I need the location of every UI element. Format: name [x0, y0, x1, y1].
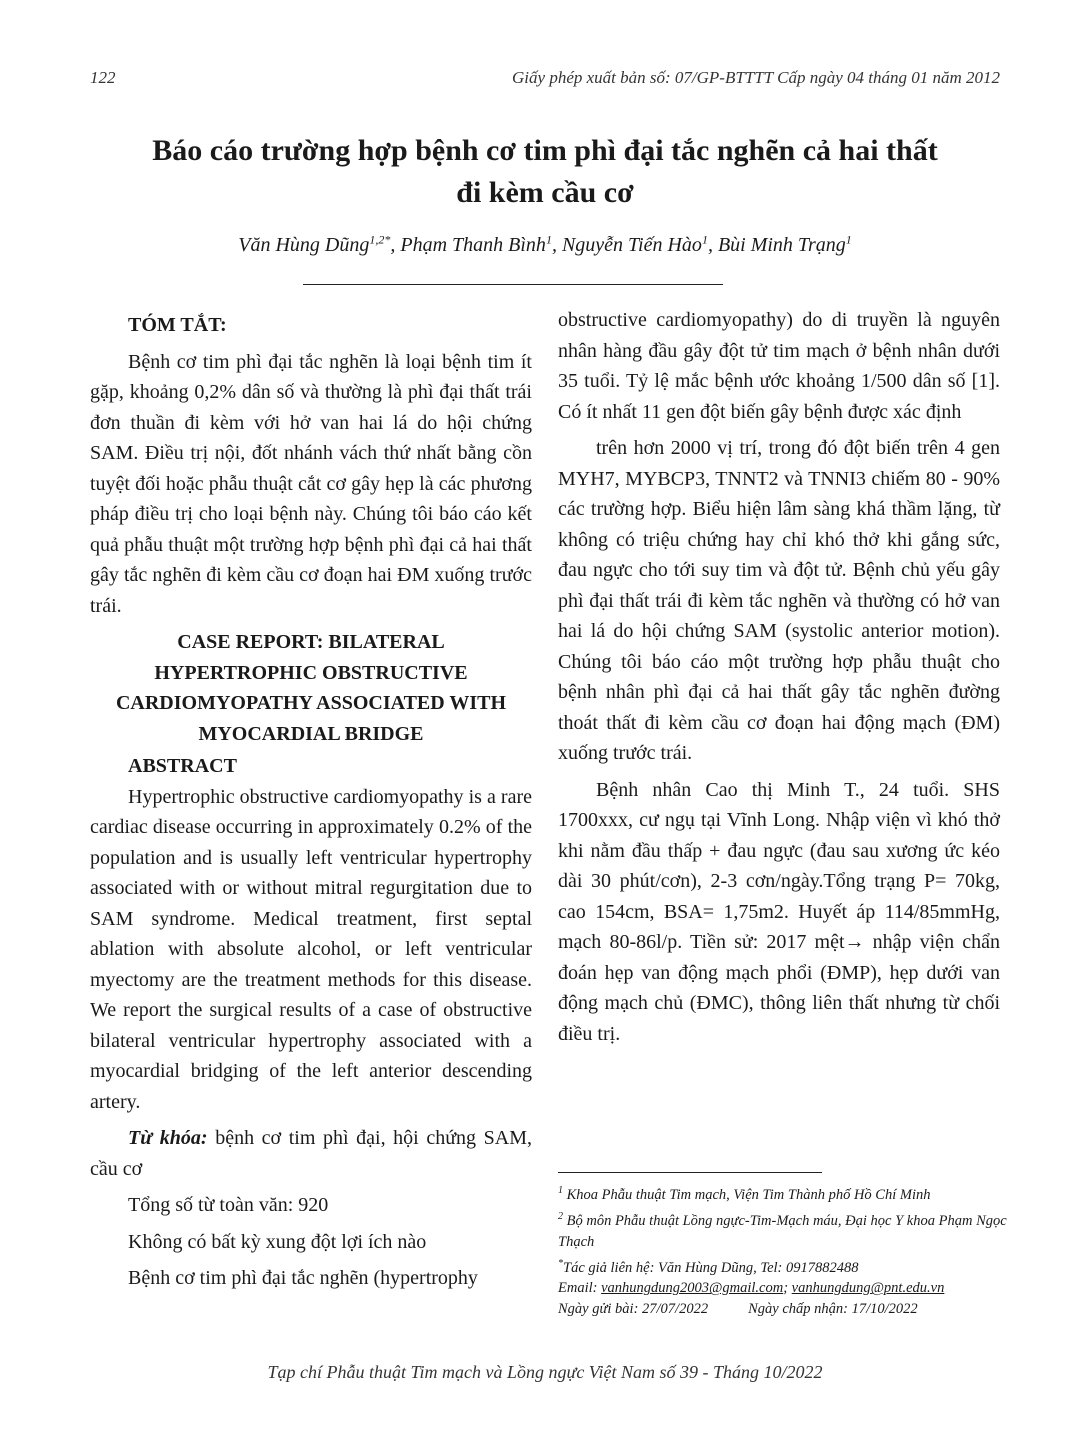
email-line: Email: vanhungdung2003@gmail.com; vanhungdung@pnt.edu.vn [558, 1280, 945, 1297]
journal-footer: Tạp chí Phẫu thuật Tim mạch và Lồng ngực Việt Nam số 39 - Tháng 10/2022 [267, 1362, 823, 1382]
author-list [80, 232, 1010, 257]
conflict-statement: Không có bất kỳ xung đột lợi ích nào [128, 1230, 427, 1253]
author: Phạm Thanh Bình$^1$, [400, 232, 562, 256]
arrow-icon: → [844, 931, 865, 953]
article-title [80, 130, 1010, 214]
intro-start: Bệnh cơ tim phì đại tắc nghẽn (hypertrophy [128, 1267, 478, 1289]
author: Bùi Minh Trạng$^1$ [717, 232, 852, 256]
right-column [558, 305, 1000, 1049]
author: Nguyễn Tiến Hào$^1$, [561, 232, 718, 256]
accepted-date: Ngày chấp nhận: 17/10/2022 [748, 1301, 918, 1318]
paragraph-2: trên hơn 2000 vị trí, trong đó đột biến trên 4 gen MYH7, MYBCP3, TNNT2 và TNNI3 chiếm 80 - 90% các trường hợp. Biểu hiện lâm sàng khá thầm lặng, từ không có triệu chứng hay chỉ khó thở khi gắng sức, đau ngực cho tới suy tim và đột tử. Bệnh chủ yếu gây phì đại thất trái đi kèm tắc nghẽn và thường có hở van hai lá do hội chứng SAM (systolic anterior motion). Chúng tôi báo cáo một trường hợp phẫu thuật cho bệnh nhân phì đại cả hai thất gây tắc nghẽn đường thoát thất đi kèm cầu cơ đoạn hai động mạch (ĐM) xuống trước trái. [558, 437, 1000, 764]
abstract-heading: ABSTRACT [128, 755, 237, 777]
intro-continued: obstructive cardiomyopathy) do di truyền là nguyên nhân hàng đầu gây đột tử tim mạch ở bệnh nhân dưới 35 tuổi. Tỷ lệ mắc bệnh ước khoảng 1/500 dân số [1]. Có ít nhất 11 gen đột biến gây bệnh được xác định [558, 309, 1000, 423]
abstract-text: Hypertrophic obstructive cardiomyopathy is a rare cardiac disease occurring in approximately 0.2% of the population and is usually left ventricular hypertrophy associated with or without mitral regurgitation due to SAM syndrome. Medical treatment, first septal ablation with absolute alcohol, or left ventricular myectomy are the treatment methods for this disease. We report the surgical results of a case of obstructive bilateral ventricular hypertrophy associated with a myocardial bridging of the left anterior descending artery. [90, 785, 532, 1113]
english-title: CASE REPORT: BILATERAL HYPERTROPHIC OBSTRUCTIVE CARDIOMYOPATHY ASSOCIATED WITH MYOCARDIAL BRIDGE [115, 631, 507, 745]
word-count: Tổng số từ toàn văn: 920 [128, 1194, 329, 1216]
title-line-1: Báo cáo trường hợp bệnh cơ tim phì đại tắc nghẽn cả hai thất [152, 134, 938, 167]
summary-heading: TÓM TẮT: [128, 314, 227, 336]
footnote-divider [558, 1172, 822, 1173]
page-number: 122 [90, 68, 116, 87]
footnote-2: $^2$ Bộ môn Phẫu thuật Lồng ngực-Tim-Mạch máu, Đại học Y khoa Phạm Ngọc Thạch [558, 1210, 1007, 1250]
keywords: Từ khóa: bệnh cơ tim phì đại, hội chứng SAM, cầu cơ [90, 1127, 532, 1180]
footnotes [558, 1180, 1008, 1320]
email-link-2[interactable]: vanhungdung@pnt.edu.vn [791, 1280, 945, 1297]
author: Văn Hùng Dũng$^{1,2*}$, [238, 232, 401, 256]
dates-line [558, 1299, 1008, 1320]
footnote-1: $^1$ Khoa Phẫu thuật Tim mạch, Viện Tim Thành phố Hồ Chí Minh [558, 1185, 931, 1203]
title-divider [303, 284, 723, 285]
summary-text: Bệnh cơ tim phì đại tắc nghẽn là loại bệnh tim ít gặp, khoảng 0,2% dân số và thường là phì đại thất trái đơn thuần đi kèm với hở van hai lá do hội chứng SAM. Điều trị nội, đốt nhánh vách thứ nhất bằng cồn tuyệt đối hoặc phẫu thuật cắt cơ gây hẹp là các phương pháp điều trị cho loại bệnh này. Chúng tôi báo cáo kết quả phẫu thuật một trường hợp bệnh phì đại cả hai thất gây tắc nghẽn đi kèm cầu cơ đoạn hai ĐM xuống trước trái. [90, 350, 532, 617]
title-line-2: đi kèm cầu cơ [456, 176, 634, 209]
license-line: Giấy phép xuất bản số: 07/GP-BTTTT Cấp ngày 04 tháng 01 năm 2012 [512, 68, 1000, 87]
left-column [90, 310, 532, 1294]
paragraph-3: Bệnh nhân Cao thị Minh T., 24 tuổi. SHS 1700xxx, cư ngụ tại Vĩnh Long. Nhập viện vì khó thở khi nằm đầu thấp + đau ngực (đau sau xương ức kéo dài 30 phút/cơn), 2-3 cơn/ngày.Tổng trạng P= 70kg, cao 154cm, BSA= 1,75m2. Huyết áp 114/85mmHg, mạch 80-86l/p. Tiền sử: 2017 mệt→ nhập viện chẩn đoán hẹp van động mạch phổi (ĐMP), hẹp dưới van động mạch chủ (ĐMC), thông liên thất nhưng từ chối điều trị. [558, 778, 1000, 1045]
email-link-1[interactable]: vanhungdung2003@gmail.com [601, 1280, 784, 1297]
corresponding-author: *Tác giả liên hệ: Văn Hùng Dũng, Tel: 0917882488 [558, 1257, 859, 1276]
received-date: Ngày gửi bài: 27/07/2022 [558, 1301, 709, 1318]
